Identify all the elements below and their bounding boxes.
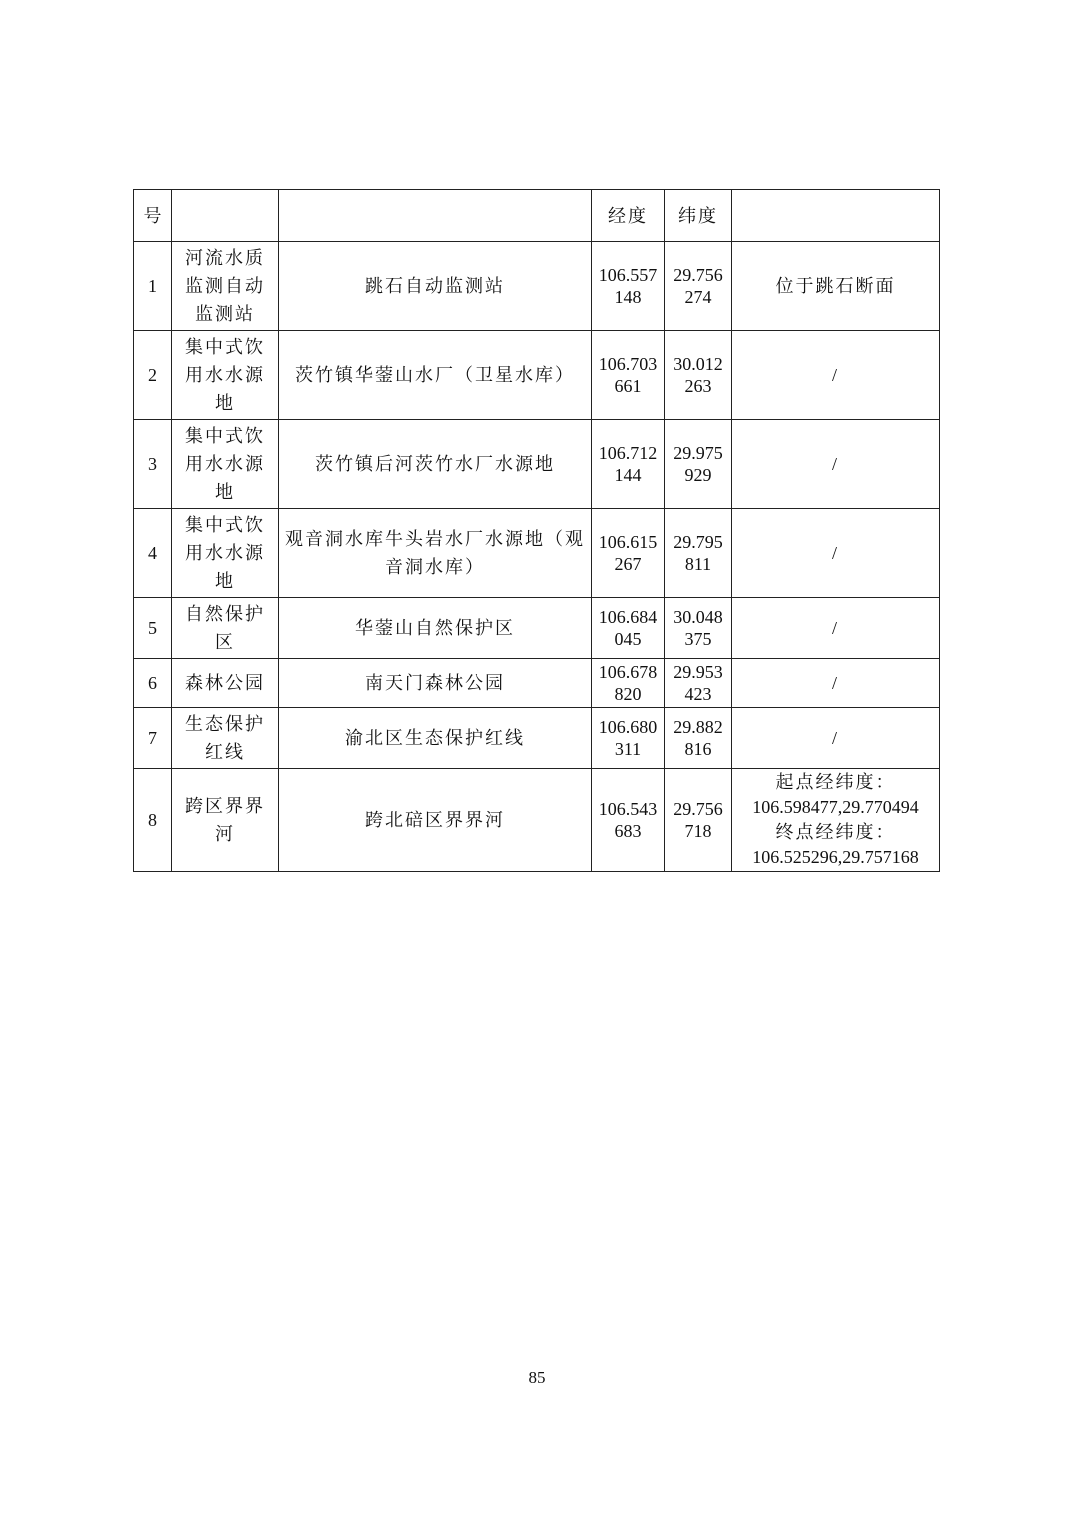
monitoring-sites-table [133, 189, 940, 872]
row-latitude: 30.048375 [665, 598, 732, 659]
row-note: 位于跳石断面 [732, 242, 940, 331]
row-index: 3 [134, 420, 172, 509]
row-latitude: 29.882816 [665, 708, 732, 769]
table-row [134, 598, 940, 659]
header-name [279, 190, 592, 242]
row-note: / [732, 509, 940, 598]
row-index: 4 [134, 509, 172, 598]
row-longitude: 106.615267 [592, 509, 665, 598]
row-longitude: 106.543683 [592, 769, 665, 872]
row-index: 6 [134, 659, 172, 708]
row-name: 茨竹镇后河茨竹水厂水源地 [279, 420, 592, 509]
row-note: / [732, 598, 940, 659]
table-row [134, 420, 940, 509]
table-row [134, 708, 940, 769]
row-index: 1 [134, 242, 172, 331]
header-note [732, 190, 940, 242]
table-row [134, 242, 940, 331]
row-name: 茨竹镇华蓥山水厂（卫星水库） [279, 331, 592, 420]
row-index: 7 [134, 708, 172, 769]
row-type: 集中式饮用水水源地 [172, 509, 279, 598]
table-row [134, 769, 940, 872]
row-name: 跳石自动监测站 [279, 242, 592, 331]
row-longitude: 106.557148 [592, 242, 665, 331]
row-latitude: 29.953423 [665, 659, 732, 708]
row-longitude: 106.712144 [592, 420, 665, 509]
row-note [732, 769, 940, 872]
row-note: / [732, 331, 940, 420]
row-latitude: 30.012263 [665, 331, 732, 420]
row-longitude: 106.684045 [592, 598, 665, 659]
row-index: 5 [134, 598, 172, 659]
table-row [134, 509, 940, 598]
row-name: 渝北区生态保护红线 [279, 708, 592, 769]
row-latitude: 29.975929 [665, 420, 732, 509]
end-coord-label: 终点经纬度： [775, 822, 896, 842]
table-row [134, 659, 940, 708]
row-longitude: 106.678820 [592, 659, 665, 708]
row-type: 集中式饮用水水源地 [172, 331, 279, 420]
end-coord-value: 106.525296,29.757168 [752, 847, 919, 867]
header-index: 号 [134, 190, 172, 242]
table-header-row [134, 190, 940, 242]
row-latitude: 29.795811 [665, 509, 732, 598]
row-note: / [732, 420, 940, 509]
start-coord-label: 起点经纬度： [775, 772, 896, 792]
row-index: 8 [134, 769, 172, 872]
row-type: 河流水质监测自动监测站 [172, 242, 279, 331]
row-type: 生态保护红线 [172, 708, 279, 769]
row-type: 森林公园 [172, 659, 279, 708]
row-type: 跨区界界河 [172, 769, 279, 872]
header-longitude: 经度 [592, 190, 665, 242]
row-name: 南天门森林公园 [279, 659, 592, 708]
row-note: / [732, 659, 940, 708]
start-coord-value: 106.598477,29.770494 [752, 797, 919, 817]
table-row [134, 331, 940, 420]
header-type [172, 190, 279, 242]
row-latitude: 29.756274 [665, 242, 732, 331]
row-longitude: 106.680311 [592, 708, 665, 769]
row-type: 集中式饮用水水源地 [172, 420, 279, 509]
row-name: 华蓥山自然保护区 [279, 598, 592, 659]
row-index: 2 [134, 331, 172, 420]
row-latitude: 29.756718 [665, 769, 732, 872]
row-name: 跨北碚区界界河 [279, 769, 592, 872]
row-longitude: 106.703661 [592, 331, 665, 420]
header-latitude: 纬度 [665, 190, 732, 242]
row-note: / [732, 708, 940, 769]
row-name: 观音洞水库牛头岩水厂水源地（观音洞水库） [279, 509, 592, 598]
page-number: 85 [528, 1368, 546, 1387]
row-type: 自然保护区 [172, 598, 279, 659]
